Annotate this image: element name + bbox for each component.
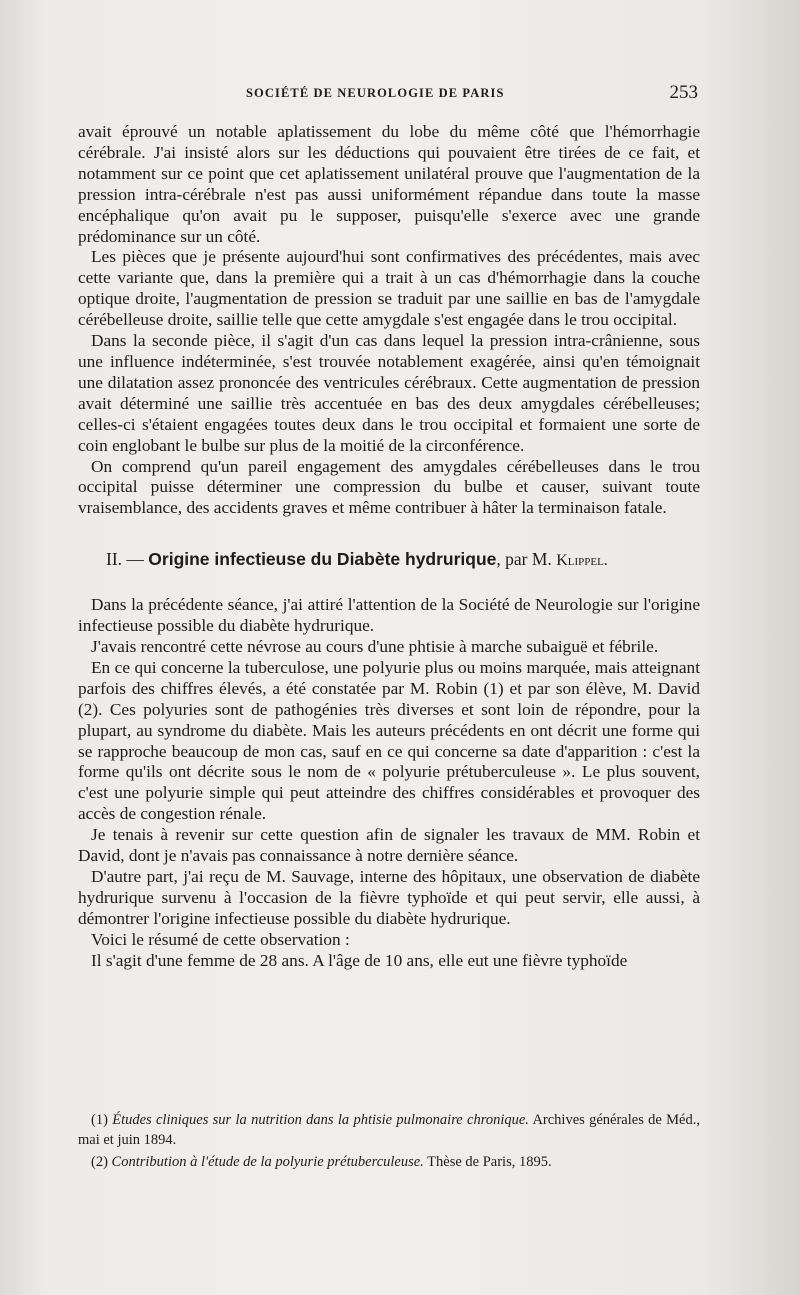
- section-paragraph-7: Il s'agit d'une femme de 28 ans. A l'âge de 10 ans, elle eut une fièvre typhoïde: [91, 950, 628, 970]
- section-author: Klippel.: [556, 552, 608, 570]
- section-paragraph-1: Dans la précédente séance, j'ai attiré l'attention de la Société de Neurologie sur l'origine infectieuse possible du diabète hydrurique.: [78, 595, 700, 636]
- footnote-2-title: Contribution à l'étude de la polyurie prétuberculeuse.: [111, 1154, 424, 1170]
- paragraph-3: Dans la seconde pièce, il s'agit d'un cas dans lequel la pression intra-crânienne, sous une influence indéterminée, s'est trouvée notablement exagérée, ainsi qu'en témoignait une dilatation assez prononcée des ventricules cérébraux. Cette augmentation de pression avait déterminé une saillie très accentuée en bas des deux amygdales cérébelleuses; celles-ci s'étaient engagées toutes deux dans le trou occipital et formaient une sorte de coin englobant le bulbe sur plus de la moitié de la circonférence.: [78, 331, 700, 455]
- section-paragraph-4: Je tenais à revenir sur cette question afin de signaler les travaux de MM. Robin et David, dont je n'avais pas connaissance à notre dernière séance.: [78, 825, 700, 866]
- footnote-1-mark: (1): [91, 1112, 113, 1128]
- footnote-1-rest: Archives générales de Méd., mai et juin 1894.: [78, 1112, 700, 1148]
- section-paragraph-3: En ce qui concerne la tuberculose, une polyurie plus ou moins marquée, mais atteignant parfois des chiffres élevés, a été constatée par M. Robin (1) et par son élève, M. David (2). Ces polyuries sont de pathogénies très diverses et sont loin de répondre, pour la plupart, au syndrome du diabète. Mais les auteurs précédents en ont décrit une forme qui se rapproche beaucoup de mon cas, sauf en ce qui concerne sa date d'apparition : c'est la forme qu'ils ont décrite sous le nom de « polyurie prétuberculeuse ». Le plus souvent, c'est une polyurie simple qui peut atteindre des chiffres considérables et provoquer des accès de congestion rénale.: [78, 657, 700, 824]
- section-paragraph-6: Voici le résumé de cette observation :: [91, 929, 350, 949]
- footnote-2: [78, 1152, 700, 1172]
- page-number: 253: [669, 82, 698, 103]
- section-paragraph-2: J'avais rencontré cette névrose au cours d'une phtisie à marche subaiguë et fébrile.: [91, 637, 659, 657]
- section-title: Origine infectieuse du Diabète hydrurique: [148, 549, 497, 570]
- section-number: II. —: [106, 549, 149, 570]
- footnote-2-rest: Thèse de Paris, 1895.: [423, 1154, 552, 1170]
- paragraph-2: Les pièces que je présente aujourd'hui sont confirmatives des précédentes, mais avec cette variante que, dans la première qui a trait à un cas d'hémorrhagie dans la couche optique droite, l'augmentation de pression se traduit par une saillie en bas de l'amygdale cérébelleuse droite, saillie telle que cette amygdale s'est engagée dans le trou occipital.: [78, 247, 700, 330]
- footnote-1: [78, 1110, 700, 1150]
- page-body: [78, 122, 700, 972]
- paragraph-1: avait éprouvé un notable aplatissement du lobe du même côté que l'hémorrhagie cérébrale. J'ai insisté alors sur les déductions qui pouvaient être tirées de ce fait, et notamment sur ce point que cet aplatissement unilatéral prouve que l'augmentation de la pression intra-cérébrale n'est pas aussi uniformément répandue dans toute la masse encéphalique qu'on avait pu le supposer, puisqu'elle s'exerce avec une grande prédominance sur un côté.: [78, 122, 700, 246]
- paragraph-4: On comprend qu'un pareil engagement des amygdales cérébelleuses dans le trou occipital puisse déterminer une compression du bulbe et causer, suivant toute vraisemblance, des accidents graves et même contribuer à hâter la terminaison fatale.: [78, 456, 700, 518]
- section-paragraph-5: D'autre part, j'ai reçu de M. Sauvage, interne des hôpitaux, une observation de diabète hydrurique survenu à l'occasion de la fièvre typhoïde et qui peut servir, elle aussi, à démontrer l'origine infectieuse possible du diabète hydrurique.: [78, 867, 700, 928]
- section-by: , par M.: [496, 549, 557, 570]
- footnote-1-title: Études cliniques sur la nutrition dans la phtisie pulmonaire chronique.: [112, 1112, 529, 1128]
- page-header: [78, 84, 700, 106]
- footnote-2-mark: (2): [91, 1154, 112, 1170]
- footnotes: [78, 1110, 700, 1174]
- section-heading: [78, 548, 700, 572]
- running-head: SOCIÉTÉ DE NEUROLOGIE DE PARIS: [246, 86, 505, 100]
